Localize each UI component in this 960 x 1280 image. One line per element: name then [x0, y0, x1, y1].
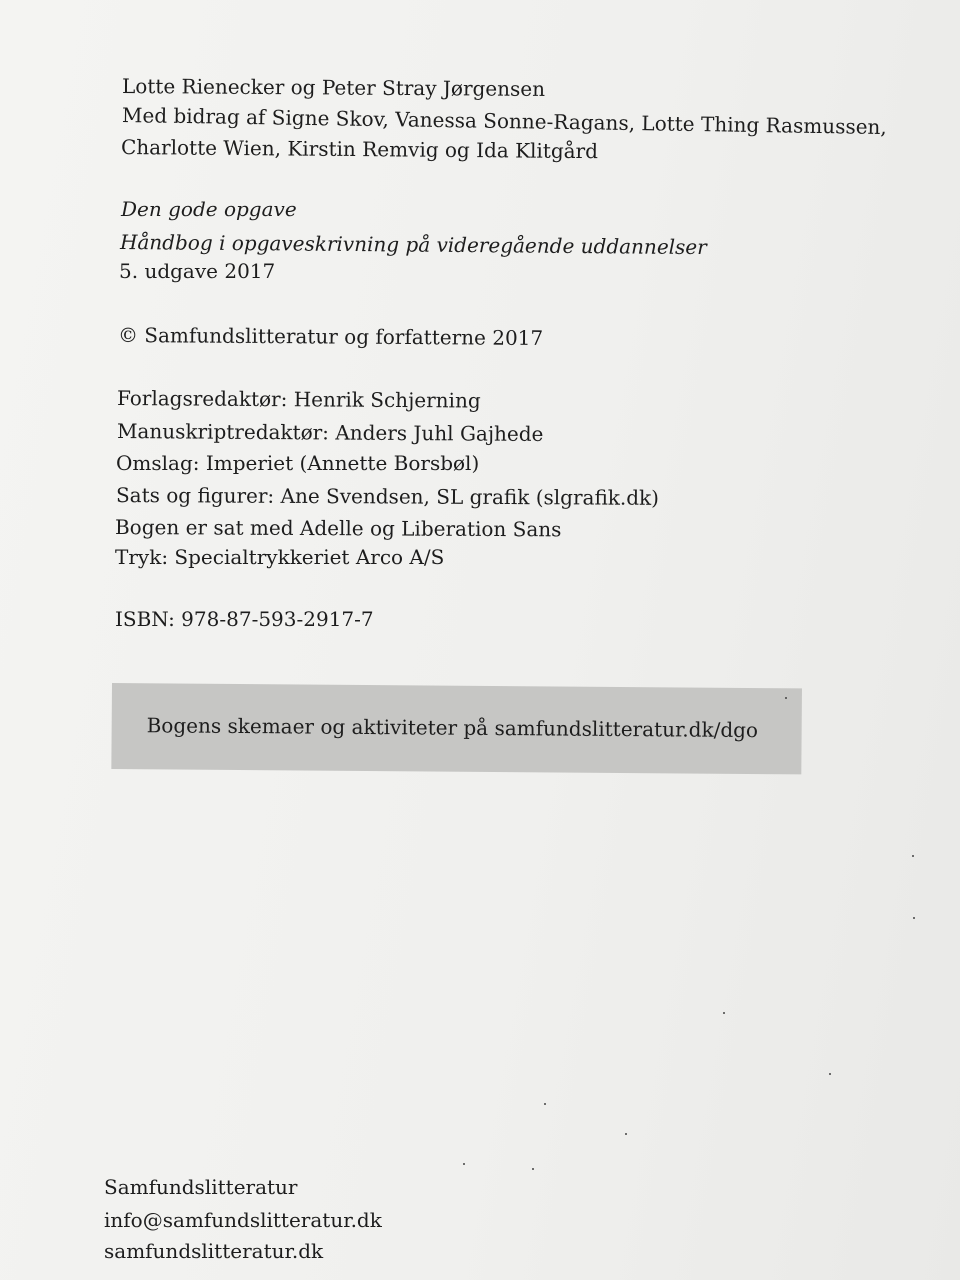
- print-line: Tryk: Specialtrykkeriet Arco A/S: [115, 545, 445, 569]
- fonts-line: Bogen er sat med Adelle og Liberation Sans: [114, 515, 562, 542]
- paper-speck: [625, 1133, 627, 1135]
- publisher-name: Samfundslitteratur: [104, 1175, 298, 1199]
- paper-speck: [829, 1073, 831, 1075]
- typesetting-line: Sats og figurer: Ane Svendsen, SL grafik (slgrafik.dk): [115, 483, 660, 510]
- copyright-line: © Samfundslitteratur og forfatterne 2017: [117, 323, 544, 350]
- paper-speck: [544, 1103, 546, 1105]
- authors-line: Lotte Rienecker og Peter Stray Jørgensen: [121, 74, 546, 101]
- paper-speck: [785, 697, 787, 699]
- isbn-line: ISBN: 978-87-593-2917-7: [115, 607, 374, 631]
- website-banner-text: Bogens skemaer og aktiviteter på samfundslitteratur.dk/dgo: [146, 713, 759, 743]
- book-edition: 5. udgave 2017: [119, 259, 276, 283]
- publisher-website: samfundslitteratur.dk: [104, 1239, 324, 1263]
- contributors-line-2: Charlotte Wien, Kirstin Remvig og Ida Klitgård: [120, 135, 599, 164]
- paper-speck: [913, 917, 915, 919]
- publisher-editor-line: Forlagsredaktør: Henrik Schjerning: [116, 386, 481, 413]
- website-banner: [111, 683, 802, 774]
- book-title: Den gode opgave: [121, 197, 297, 221]
- publisher-email: info@samfundslitteratur.dk: [104, 1208, 382, 1232]
- cover-line: Omslag: Imperiet (Annette Borsbøl): [116, 451, 480, 475]
- manuscript-editor-line: Manuskriptredaktør: Anders Juhl Gajhede: [116, 419, 544, 446]
- book-subtitle: Håndbog i opgaveskrivning på videregående uddannelser: [119, 230, 707, 260]
- contributors-line-1: Med bidrag af Signe Skov, Vanessa Sonne-Ragans, Lotte Thing Rasmussen,: [121, 103, 887, 140]
- paper-speck: [912, 855, 914, 857]
- paper-speck: [463, 1163, 465, 1165]
- paper-speck: [532, 1168, 534, 1170]
- paper-speck: [723, 1012, 725, 1014]
